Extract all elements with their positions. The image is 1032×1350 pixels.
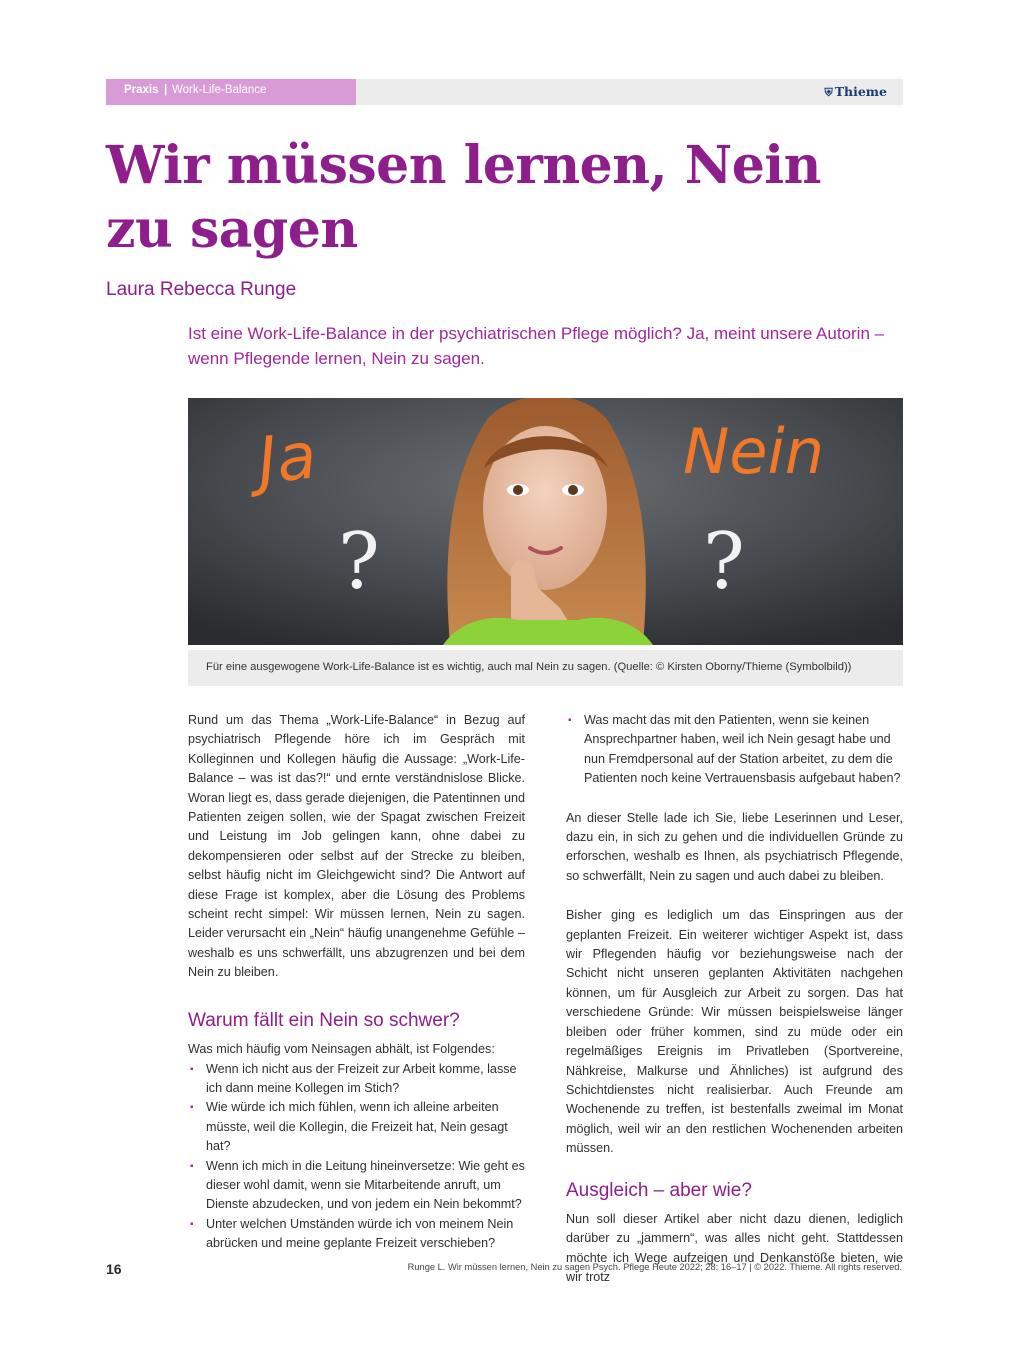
chalk-text-ja: Ja <box>254 419 320 500</box>
citation-footer: Runge L. Wir müssen lernen, Nein zu sagen Psych. Pflege Heute 2022; 28: 16–17 | © 2022. Thieme. All rights reserved. <box>407 1262 902 1272</box>
list-intro: Was mich häufig vom Neinsagen abhält, ist Folgendes: <box>188 1042 495 1057</box>
article-title: Wir müssen lernen, Nein zu sagen <box>106 135 821 260</box>
reasons-list-continued <box>566 711 903 789</box>
chalk-text-nein: Nein <box>683 415 825 488</box>
header-bar <box>106 79 903 105</box>
article-lead: Ist eine Work-Life-Balance in der psychiatrischen Pflege möglich? Ja, meint unsere Autorin – wenn Pflegende lernen, Nein zu sagen. <box>188 324 885 368</box>
question-mark-right: ? <box>703 517 745 607</box>
intro-paragraph: Rund um das Thema „Work-Life-Balance“ in Bezug auf psychiatrisch Pflegende höre ich im Gespräch mit Kolleginnen und Kollegen häufig die Aussage: „Work-Life-Balance – was ist das?!“ und ernte verständnislose Blicke. Woran liegt es, dass gerade diejenigen, die Patentinnen und Patienten zeigen sollen, wie der Spagat zwischen Freizeit und Leistung im Job gelingen kann, ohne dabei zu dekompensieren oder selbst auf der Strecke zu bleiben, selbst häufig nicht im Gleichgewicht sind? Die Antwort auf diese Frage ist komplex, aber die Lösung des Problems scheint recht simpel: Wir müssen lernen, Nein zu sagen. Leider verursacht ein „Nein“ häufig unangenehme Gefühle – weshalb es uns schwerfällt, uns abzugrenzen und bei dem Nein zu bleiben. <box>188 713 525 980</box>
thieme-logo <box>824 84 887 100</box>
shield-icon: ⛨ <box>824 86 833 99</box>
paragraph-ausgleich: Nun soll dieser Artikel aber nicht dazu dienen, lediglich darüber zu „jammern“, was alles nicht geht. Stattdessen möchte ich Wege aufzeigen und Denkanstöße bieten, wie wir trotz <box>566 1211 903 1285</box>
section-heading-ausgleich: Ausgleich – aber wie? <box>566 1179 752 1201</box>
photo-caption: Für eine ausgewogene Work-Life-Balance ist es wichtig, auch mal Nein zu sagen. (Quelle: © Kirsten Oborny/Thieme (Symbolbild)) <box>206 661 852 673</box>
right-column <box>566 711 903 1288</box>
list-item: ▪ Wenn ich mich in die Leitung hineinversetze: Wie geht es dieser wohl damit, wenn sie Mitarbeitende anruft, um Dienste abzudecken, und von jedem ein Nein bekommt? <box>188 1157 525 1215</box>
paragraph-invitation: An dieser Stelle lade ich Sie, liebe Leserinnen und Leser, dazu ein, in sich zu gehen und die individuellen Gründe zu erforschen, weshalb es Ihnen, als psychiatrisch Pflegende, so schwerfällt, Nein zu sagen und auch dabei zu bleiben. <box>566 810 903 883</box>
paragraph-einspringen: Bisher ging es lediglich um das Einspringen aus der geplanten Freizeit. Ein weiterer wichtiger Aspekt ist, dass wir Pflegenden häufig vor beziehungsweise nach der Schicht nicht unseren geplanten Aktivitäten nachgehen können, um für Ausgleich zur Arbeit zu sorgen. Das hat verschiedene Gründe: Wir müssen beispielsweise länger bleiben oder früher kommen, sind zu müde oder ein regelmäßiges Ereignis im Privatleben (Sportvereine, Nähkreise, Malkurse und Ähnliches) ist aufgrund des Schichtdienstes nicht realisierbar. Auch Freunde am Wochenende zu treffen, ist bestenfalls zweimal im Monat möglich, weil wir an den restlichen Wochenenden arbeiten müssen. <box>566 908 903 1156</box>
page-number: 16 <box>106 1261 122 1277</box>
list-item: ▪ Wenn ich nicht aus der Freizeit zur Arbeit komme, lasse ich dann meine Kollegen im Stich? <box>188 1060 525 1099</box>
category-label: Praxis <box>124 84 159 96</box>
reasons-list <box>188 1060 525 1254</box>
section-heading-warum: Warum fällt ein Nein so schwer? <box>188 1009 460 1031</box>
list-item: ▪ Wie würde ich mich fühlen, wenn ich alleine arbeiten müsste, weil die Kollegin, die Freizeit hat, Nein gesagt hat? <box>188 1098 525 1156</box>
article-author: Laura Rebecca Runge <box>106 279 297 300</box>
section-label <box>106 79 356 105</box>
photo-caption-box <box>188 650 903 686</box>
photo-illustration <box>188 398 903 645</box>
subcategory-label: Work-Life-Balance <box>172 84 267 96</box>
list-item: ▪ Unter welchen Umständen würde ich von meinem Nein abrücken und meine geplante Freizeit verschieben? <box>188 1215 525 1254</box>
question-mark-left: ? <box>338 517 380 607</box>
logo-text: Thieme <box>834 84 887 99</box>
category-separator: | <box>164 84 168 96</box>
left-column <box>188 711 525 1254</box>
list-item: ▪ Was macht das mit den Patienten, wenn sie keinen Ansprechpartner haben, weil ich Nein gesagt habe und nun Fremdpersonal auf der Station arbeitet, zu dem die Patienten noch keine Vertrauensbasis aufgebaut haben? <box>566 711 903 789</box>
article-photo <box>188 398 903 645</box>
